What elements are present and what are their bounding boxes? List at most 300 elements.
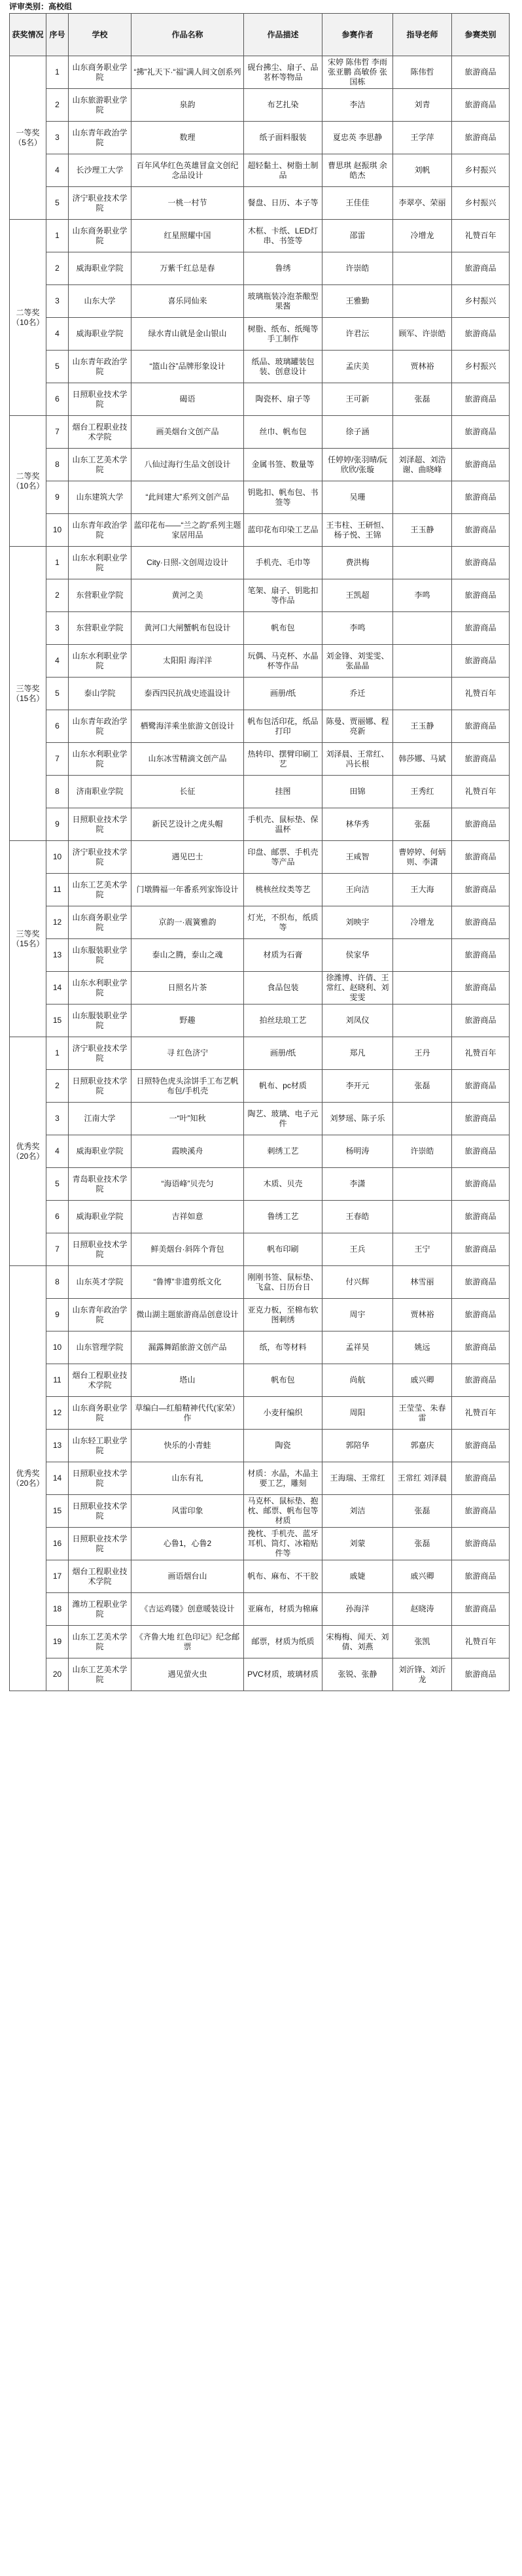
row-number: 2 [46,252,69,285]
row-number: 6 [46,710,69,743]
description-cell: 树脂、纸布、纸绳等手工制作 [244,318,322,351]
description-cell: 亚麻布，材质为棉麻 [244,1593,322,1626]
advisor-cell [393,1103,452,1135]
description-cell: 帆布、麻布、不干胶 [244,1560,322,1593]
work-title-cell: 八仙过海行生品文创设计 [131,449,244,481]
advisor-cell: 曹婷婷、何炳则、李潇 [393,841,452,874]
authors-cell: 尚航 [322,1364,393,1397]
advisor-cell: 王宁 [393,1233,452,1266]
table-row [10,710,510,743]
advisor-cell: 韩莎娜、马斌 [393,743,452,776]
advisor-cell: 刘帆 [393,154,452,187]
advisor-cell: 王秀红 [393,776,452,808]
category-cell: 旅游商品 [452,318,510,351]
category-cell: 旅游商品 [452,1364,510,1397]
description-cell: 木质、贝壳 [244,1168,322,1201]
category-cell: 旅游商品 [452,1331,510,1364]
description-cell: 陶瓷 [244,1430,322,1462]
advisor-cell: 贾林裕 [393,351,452,383]
table-row [10,449,510,481]
work-title-cell: 栖鹭海洋乘坐旅游文创设计 [131,710,244,743]
school-cell: 泰山学院 [69,678,131,710]
row-number: 3 [46,1103,69,1135]
table-row [10,122,510,154]
table-row [10,1495,510,1528]
authors-cell: 刘映宇 [322,906,393,939]
school-cell: 济宁职业技术学院 [69,841,131,874]
authors-cell: 李潇 [322,1168,393,1201]
work-title-cell: 太阳阳 海洋洋 [131,645,244,678]
authors-cell: 刘洁 [322,1495,393,1528]
advisor-cell: 王莹莹、朱春雷 [393,1397,452,1430]
table-row [10,1560,510,1593]
authors-cell: 宋梅梅、闻天、刘倩、刘燕 [322,1626,393,1658]
authors-cell: 陈曼、贾丽娜、程亮新 [322,710,393,743]
school-cell: 济宁职业技术学院 [69,187,131,220]
row-number: 4 [46,1135,69,1168]
description-cell: 木框、卡纸、LED灯串、书签等 [244,220,322,252]
advisor-cell: 张磊 [393,383,452,416]
advisor-cell: 王大海 [393,874,452,906]
row-number: 7 [46,743,69,776]
school-cell: 山东青年政治学院 [69,514,131,547]
work-title-cell: 塔山 [131,1364,244,1397]
authors-cell: 王兵 [322,1233,393,1266]
work-title-cell: 门墩腾福一年番系列家饰设计 [131,874,244,906]
description-cell: 帆布包 [244,612,322,645]
authors-cell: 王雅勤 [322,285,393,318]
description-cell: 热转印、摆臂印刷工艺 [244,743,322,776]
work-title-cell: “篮山谷”品牌形象设计 [131,351,244,383]
advisor-cell [393,1201,452,1233]
authors-cell: 夏忠英 李思静 [322,122,393,154]
advisor-cell: 许崇皓 [393,1135,452,1168]
advisor-cell [393,252,452,285]
category-cell: 旅游商品 [452,252,510,285]
header-authors: 参赛作者 [322,14,393,56]
table-row [10,252,510,285]
row-number: 6 [46,383,69,416]
header-work-title: 作品名称 [131,14,244,56]
work-title-cell: 心鲁1，心鲁2 [131,1528,244,1560]
category-cell: 礼赞百年 [452,220,510,252]
table-row [10,154,510,187]
header-row [10,14,510,56]
authors-cell: 孟庆美 [322,351,393,383]
row-number: 8 [46,1266,69,1299]
advisor-cell [393,1005,452,1037]
authors-cell: 李鸣 [322,612,393,645]
work-title-cell: 漏露舞蹈旅游文创产品 [131,1331,244,1364]
work-title-cell: 黄河之美 [131,579,244,612]
advisor-cell: 陈伟哲 [393,56,452,89]
description-cell: 玩偶、马克杯、水晶杯等作品 [244,645,322,678]
work-title-cell: 泉韵 [131,89,244,122]
row-number: 2 [46,579,69,612]
category-cell: 旅游商品 [452,1658,510,1691]
category-cell: 旅游商品 [452,547,510,579]
description-cell: 邮票，材质为纸质 [244,1626,322,1658]
school-cell: 山东管理学院 [69,1331,131,1364]
advisor-cell: 赵晓涛 [393,1593,452,1626]
row-number: 15 [46,1495,69,1528]
advisor-cell [393,939,452,972]
school-cell: 威海职业学院 [69,252,131,285]
work-title-cell: 风雷印象 [131,1495,244,1528]
work-title-cell: 野趣 [131,1005,244,1037]
row-number: 3 [46,122,69,154]
school-cell: 山东工艺美术学院 [69,874,131,906]
category-cell: 乡村振兴 [452,187,510,220]
category-cell: 旅游商品 [452,1528,510,1560]
work-title-cell: 草编白—红船精神代代(家荣）作 [131,1397,244,1430]
authors-cell: 王海瑞、王常红 [322,1462,393,1495]
advisor-cell: 冷增龙 [393,220,452,252]
school-cell: 山东商务职业学院 [69,220,131,252]
row-number: 5 [46,351,69,383]
table-row [10,1037,510,1070]
school-cell: 日照职业技术学院 [69,383,131,416]
description-cell: 鲁绣 [244,252,322,285]
authors-cell: 周宇 [322,1299,393,1331]
row-number: 10 [46,841,69,874]
advisor-cell [393,416,452,449]
authors-cell: 侯家华 [322,939,393,972]
header-number: 序号 [46,14,69,56]
authors-cell: 王可新 [322,383,393,416]
authors-cell: 费洪梅 [322,547,393,579]
advisor-cell: 王玉静 [393,710,452,743]
table-row [10,1135,510,1168]
school-cell: 山东旅游职业学院 [69,89,131,122]
table-row [10,808,510,841]
school-cell: 日照职业技术学院 [69,1070,131,1103]
row-number: 4 [46,318,69,351]
row-number: 14 [46,1462,69,1495]
work-title-cell: City·日照-文创周边设计 [131,547,244,579]
table-row [10,1430,510,1462]
description-cell: 刺绣工艺 [244,1135,322,1168]
row-number: 10 [46,1331,69,1364]
school-cell: 山东水利职业学院 [69,645,131,678]
advisor-cell: 刘泽超、刘浩谢、曲晓峰 [393,449,452,481]
work-title-cell: 红星照耀中国 [131,220,244,252]
row-number: 13 [46,939,69,972]
row-number: 11 [46,1364,69,1397]
row-number: 18 [46,1593,69,1626]
description-cell: 印盘、邮票、手机壳等产品 [244,841,322,874]
authors-cell: 王佳佳 [322,187,393,220]
authors-cell: 王韦柱、王研恒、杨子悦、王锦 [322,514,393,547]
advisor-cell: 张磊 [393,1070,452,1103]
school-cell: 山东工艺美术学院 [69,449,131,481]
table-row [10,1593,510,1626]
award-group-label: 二等奖 （10名） [10,220,46,416]
work-title-cell: 一桃一村节 [131,187,244,220]
table-row [10,1528,510,1560]
work-title-cell: 泰山之腾，泰山之魂 [131,939,244,972]
school-cell: 日照职业技术学院 [69,808,131,841]
row-number: 19 [46,1626,69,1658]
row-number: 9 [46,808,69,841]
school-cell: 烟台工程职业技术学院 [69,416,131,449]
table-row [10,1070,510,1103]
table-row [10,351,510,383]
authors-cell: 许君沄 [322,318,393,351]
work-title-cell: 画语烟台山 [131,1560,244,1593]
work-title-cell: 新民艺设计之虎头帽 [131,808,244,841]
work-title-cell: 长征 [131,776,244,808]
school-cell: 山东商务职业学院 [69,1397,131,1430]
table-row [10,481,510,514]
advisor-cell: 林雪丽 [393,1266,452,1299]
category-cell: 旅游商品 [452,939,510,972]
authors-cell: 李洁 [322,89,393,122]
school-cell: 东营职业学院 [69,579,131,612]
school-cell: 山东大学 [69,285,131,318]
description-cell: 马克杯、鼠标垫、抱枕、邮票、帆布包等材质 [244,1495,322,1528]
table-row [10,906,510,939]
advisor-cell: 姚远 [393,1331,452,1364]
category-cell: 礼赞百年 [452,1626,510,1658]
description-cell: 灯光，不织布，纸质等 [244,906,322,939]
row-number: 3 [46,285,69,318]
description-cell: 画册/纸 [244,678,322,710]
row-number: 9 [46,1299,69,1331]
advisor-cell: 郭嘉庆 [393,1430,452,1462]
work-title-cell: 快乐的小青蛙 [131,1430,244,1462]
authors-cell: 王咸智 [322,841,393,874]
work-title-cell: “鲁博”非遗剪纸文化 [131,1266,244,1299]
authors-cell: 田锦 [322,776,393,808]
school-cell: 山东服装职业学院 [69,1005,131,1037]
category-cell: 旅游商品 [452,416,510,449]
description-cell: 陶艺、玻璃、电子元件 [244,1103,322,1135]
table-row [10,645,510,678]
category-cell: 旅游商品 [452,89,510,122]
advisor-cell [393,1168,452,1201]
school-cell: 烟台工程职业技术学院 [69,1364,131,1397]
authors-cell: 戚婕 [322,1560,393,1593]
header-award: 获奖情况 [10,14,46,56]
advisor-cell: 王玉静 [393,514,452,547]
category-cell: 旅游商品 [452,972,510,1005]
work-title-cell: 数理 [131,122,244,154]
work-title-cell: 泰西四民抗战史迹温设计 [131,678,244,710]
category-cell: 旅游商品 [452,743,510,776]
authors-cell: 许崇皓 [322,252,393,285]
work-title-cell: 一“叶”知秋 [131,1103,244,1135]
description-cell: 丝巾、帆布包 [244,416,322,449]
school-cell: 山东青年政治学院 [69,710,131,743]
row-number: 2 [46,89,69,122]
authors-cell: 宋婷 陈伟哲 李雨 张亚鹏 高敏侨 张国栋 [322,56,393,89]
school-cell: 山东服装职业学院 [69,939,131,972]
header-category: 参赛类别 [452,14,510,56]
school-cell: 山东水利职业学院 [69,972,131,1005]
table-row [10,1103,510,1135]
advisor-cell: 贾林裕 [393,1299,452,1331]
table-row [10,1266,510,1299]
category-cell: 旅游商品 [452,612,510,645]
advisor-cell: 张磊 [393,808,452,841]
school-cell: 山东水利职业学院 [69,743,131,776]
category-cell: 旅游商品 [452,383,510,416]
category-cell: 旅游商品 [452,449,510,481]
description-cell: 桃核丝纹类等艺 [244,874,322,906]
authors-cell: 郑凡 [322,1037,393,1070]
category-cell: 旅游商品 [452,1430,510,1462]
work-title-cell: 微山湖主题旅游商品创意设计 [131,1299,244,1331]
table-row [10,1005,510,1037]
work-title-cell: 寻 红色济宁 [131,1037,244,1070]
authors-cell: 王向洁 [322,874,393,906]
authors-cell: 周阳 [322,1397,393,1430]
authors-cell: 王凯超 [322,579,393,612]
table-row [10,1168,510,1201]
award-group-label: 优秀奖 （20名） [10,1266,46,1691]
table-row [10,1397,510,1430]
table-row [10,1331,510,1364]
authors-cell: 杨明涛 [322,1135,393,1168]
description-cell: 玻璃瓶装冷泡茶酿型果酱 [244,285,322,318]
description-cell: 挽枕、手机壳、蓝牙耳机、筒灯、冰箱贴件等 [244,1528,322,1560]
advisor-cell: 刘沂锋、刘沂龙 [393,1658,452,1691]
authors-cell: 乔迁 [322,678,393,710]
description-cell: 材质：水晶，木晶主要工艺，雕刻 [244,1462,322,1495]
advisor-cell [393,645,452,678]
work-title-cell: “拂”礼天下·“福”满人间文创系列 [131,56,244,89]
row-number: 20 [46,1658,69,1691]
row-number: 16 [46,1528,69,1560]
advisor-cell: 戚兴卿 [393,1560,452,1593]
description-cell: 帆布印刷 [244,1233,322,1266]
work-title-cell: 鲜美烟台·斜阵个背包 [131,1233,244,1266]
work-title-cell: 山东有礼 [131,1462,244,1495]
category-cell: 旅游商品 [452,1299,510,1331]
authors-cell: 李开元 [322,1070,393,1103]
category-cell: 旅游商品 [452,122,510,154]
authors-cell: 张锐、张静 [322,1658,393,1691]
description-cell: 纸品、玻璃罐装包装、创意设计 [244,351,322,383]
table-row [10,514,510,547]
row-number: 12 [46,1397,69,1430]
row-number: 1 [46,56,69,89]
authors-cell: 林华秀 [322,808,393,841]
school-cell: 威海职业学院 [69,318,131,351]
description-cell: 帆布、pc材质 [244,1070,322,1103]
advisor-cell: 戚兴卿 [393,1364,452,1397]
description-cell: 纸，布等材料 [244,1331,322,1364]
row-number: 7 [46,1233,69,1266]
row-number: 17 [46,1560,69,1593]
school-cell: 青岛职业技术学院 [69,1168,131,1201]
authors-cell: 吴珊 [322,481,393,514]
category-cell: 礼赞百年 [452,678,510,710]
description-cell: 金属书签、数量等 [244,449,322,481]
authors-cell: 孙海洋 [322,1593,393,1626]
work-title-cell: “此间建大”系列文创产品 [131,481,244,514]
school-cell: 日照职业技术学院 [69,1462,131,1495]
table-row [10,612,510,645]
table-row [10,1201,510,1233]
description-cell: 材质为石膏 [244,939,322,972]
advisor-cell [393,481,452,514]
description-cell: 亚克力板，至棉布软图刺绣 [244,1299,322,1331]
authors-cell: 孟祥昊 [322,1331,393,1364]
school-cell: 山东轻工职业学院 [69,1430,131,1462]
row-number: 13 [46,1430,69,1462]
category-cell: 旅游商品 [452,1495,510,1528]
description-cell: 纸子面料服装 [244,122,322,154]
school-cell: 山东工艺美术学院 [69,1626,131,1658]
category-cell: 礼赞百年 [452,1037,510,1070]
row-number: 8 [46,449,69,481]
category-cell: 旅游商品 [452,1103,510,1135]
advisor-cell [393,972,452,1005]
table-row [10,89,510,122]
school-cell: 济宁职业技术学院 [69,1037,131,1070]
table-row [10,743,510,776]
advisor-cell [393,678,452,710]
work-title-cell: 《齐鲁大地 红色印记》纪念邮票 [131,1626,244,1658]
award-group-label: 二等奖 （10名） [10,416,46,547]
school-cell: 山东建筑大学 [69,481,131,514]
advisor-cell: 王丹 [393,1037,452,1070]
award-group-label: 一等奖 （5名） [10,56,46,220]
advisor-cell: 王学萍 [393,122,452,154]
school-cell: 日照职业技术学院 [69,1495,131,1528]
advisor-cell: 李翠亭、荣丽 [393,187,452,220]
school-cell: 山东水利职业学院 [69,547,131,579]
authors-cell: 徐潍博、许倩、王常红、赵晓利、刘雯雯 [322,972,393,1005]
row-number: 11 [46,874,69,906]
school-cell: 山东商务职业学院 [69,56,131,89]
authors-cell: 刘泽晨、王常红、冯长根 [322,743,393,776]
row-number: 15 [46,1005,69,1037]
category-cell: 旅游商品 [452,1233,510,1266]
advisor-cell: 张磊 [393,1495,452,1528]
header-advisor: 指导老师 [393,14,452,56]
authors-cell: 王春皓 [322,1201,393,1233]
advisor-cell: 冷增龙 [393,906,452,939]
row-number: 3 [46,612,69,645]
category-cell: 旅游商品 [452,1462,510,1495]
authors-cell: 邵雷 [322,220,393,252]
table-row [10,939,510,972]
advisor-cell [393,612,452,645]
work-title-cell: 黄河口大闸蟹帆布包设计 [131,612,244,645]
school-cell: 威海职业学院 [69,1201,131,1233]
school-cell: 山东青年政治学院 [69,1299,131,1331]
advisor-cell [393,547,452,579]
category-cell: 旅游商品 [452,710,510,743]
category-cell: 乡村振兴 [452,154,510,187]
advisor-cell: 王常红 刘泽晨 [393,1462,452,1495]
work-title-cell: 绿水青山就是金山银山 [131,318,244,351]
description-cell: 手机壳、鼠标垫、保温杯 [244,808,322,841]
description-cell: 帆布包 [244,1364,322,1397]
school-cell: 日照职业技术学院 [69,1528,131,1560]
work-title-cell: 蓝印花布——“兰之韵”系列主题家居用品 [131,514,244,547]
row-number: 5 [46,187,69,220]
authors-cell: 徐子涵 [322,416,393,449]
description-cell: 帆布包活印花，纸品打印 [244,710,322,743]
school-cell: 烟台工程职业技术学院 [69,1560,131,1593]
work-title-cell: “海语峰”贝壳匀 [131,1168,244,1201]
row-number: 4 [46,154,69,187]
table-row [10,1462,510,1495]
